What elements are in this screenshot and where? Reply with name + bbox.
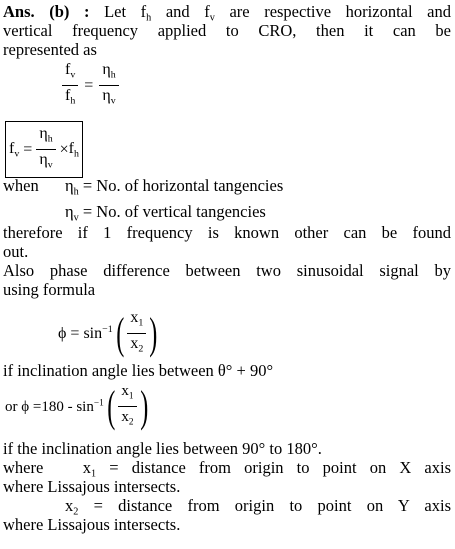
boxed-formula: $f_v$ = $\frac{\eta_h}{\eta_v}$ $\times f_h$ [5,121,83,178]
condition-2: if the inclination angle lies between 90° to 180°. [3,439,322,458]
intro-line-3: represented as [3,40,97,59]
x1-definition-line-2: where Lissajous intersects. [3,477,181,496]
intro-line-2: vertical frequency applied to CRO, then it can be [3,21,451,40]
phase-formula-1: $\phi = \sin^{-1}$( $\frac{x_1}{x_2}$ ) [58,308,158,358]
intro-line-1: Ans. (b) : Let $f_h$ and $f_v$ are respective horizontal and [3,2,451,24]
phase-formula-2: or $\phi =180 - \sin^{-1}$( $\frac{x_1}{x_2}$ ) [5,381,148,431]
x2-definition-line-2: where Lissajous intersects. [3,515,181,534]
paragraph-2-line-1: Also phase difference between two sinusoidal signal by [3,261,451,280]
paragraph-1-line-1: therefore if 1 frequency is known other can be found [3,223,451,242]
paragraph-1-line-2: out. [3,242,29,261]
definition-horizontal: when $\eta_h = No$. of horizontal tangencies [3,176,284,198]
paragraph-2-line-2: using formula [3,280,96,299]
answer-prefix: Ans. (b) : [3,2,90,21]
phase-fraction-1: $\frac{x_1}{x_2}$ [127,308,146,360]
x1-definition-line-1: where $x_1$ = distance from origin to point on X axis [3,458,451,480]
ratio-formula: $\frac{f_v}{f_h}$ = $\frac{\eta_h}{\eta_v}$ [62,60,119,112]
phase-fraction-2: $\frac{x_1}{x_2}$ [118,381,136,433]
ratio-left-fraction: $\frac{f_v}{f_h}$ [62,60,78,112]
condition-1: if inclination angle lies between θ° + 90° [3,361,274,380]
ratio-right-fraction: $\frac{\eta_h}{\eta_v}$ [99,60,118,112]
boxed-fraction: $\frac{\eta_h}{\eta_v}$ [36,124,55,176]
